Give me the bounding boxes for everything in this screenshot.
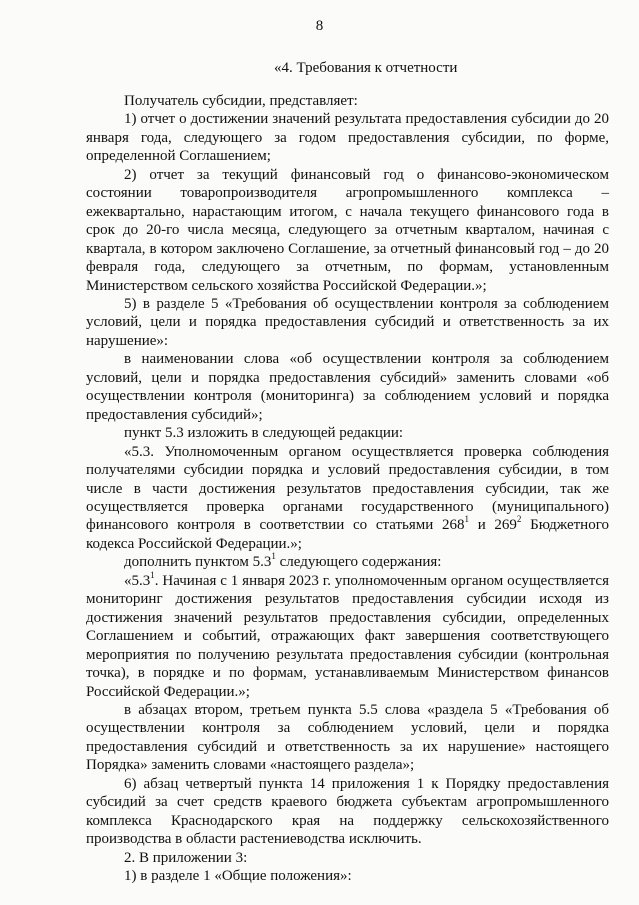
superscript: 1	[150, 569, 155, 580]
paragraph-item-1-report: 1) отчет о достижении значений результата предоставления субсидии до 20 января года, следующего за годом предоставления субсидии, по форме, определенной Соглашением;	[86, 111, 609, 165]
paragraph-clause-5-3: «5.3. Уполномоченным органом осуществляется проверка соблюдения получателями субсидии порядка и условий предоставления субсидии, в том числе в части достижения результатов предоставления субсидии, так же осуществляется проверка органами государственного (муниципального) финансового контроля в соответствии со статьями $268^1$ и $269^2$ Бюджетного кодекса Российской Федерации.»;	[86, 443, 609, 552]
superscript: 2	[516, 514, 522, 525]
paragraph-item-2-report: 2) отчет за текущий финансовый год о финансово-экономическом состоянии товаропроизводителя агропромышленного комплекса – ежеквартально, нарастающим итогом, с начала текущего финансового года в срок до 20-го числа месяца, следующего за отчетным кварталом, начиная с квартала, в котором заключено Соглашение, за отчетный финансовый год – до 20 февраля года, следующего за отчетным, по формам, установленным Министерством сельского хозяйства Российской Федерации.»;	[86, 166, 609, 294]
paragraph-item-6: 6) абзац четвертый пункта 14 приложения 1 к Порядку предоставления субсидий за счет средств краевого бюджета субъектам агропромышленного комплекса Краснодарского края на поддержку сельскохозяйственного производства в области растениеводства исключить.	[86, 775, 609, 848]
page-number: 8	[315, 18, 324, 34]
paragraph-recipient-submits: Получатель субсидии, представляет:	[124, 93, 358, 109]
paragraph-clause-5-5: в абзацах втором, третьем пункта 5.5 слова «раздела 5 «Требования об осуществлении контроля за соблюдением условий, цели и порядка предоставления субсидий и ответственность за их нарушение» настоящего Порядка» заменить словами «настоящего раздела»;	[86, 701, 609, 774]
section-heading: «4. Требования к отчетности	[274, 60, 458, 76]
superscript: 1	[271, 551, 276, 562]
paragraph-item-5-section: 5) в разделе 5 «Требования об осуществлении контроля за соблюдением условий, цели и порядка предоставления субсидий и ответственность за их нарушение»:	[86, 295, 609, 349]
superscript: 1	[464, 514, 469, 525]
paragraph-appendix-3: 2. В приложении 3:	[124, 849, 248, 866]
paragraph-clause-5-3-1: «$5.3^1$. Начиная с 1 января 2023 г. уполномоченным органом осуществляется мониторинг достижения результатов предоставления субсидии исходя из достижения значений результатов предоставления субсидии, определенных Соглашением и событий, отражающих факт завершения соответствующего мероприятия по получению результата предоставления субсидии (контрольная точка), в порядке и по формам, устанавливаемым Министерством финансов Российской Федерации.»;	[86, 569, 609, 700]
paragraph-add-clause-5-3-1: дополнить пунктом $5.3^1$ следующего содержания:	[124, 551, 442, 571]
paragraph-section-1: 1) в разделе 1 «Общие положения»:	[124, 868, 352, 885]
paragraph-clause-5-3-intro: пункт 5.3 изложить в следующей редакции:	[124, 425, 404, 442]
document-body	[86, 92, 609, 885]
paragraph-rename-section: в наименовании слова «об осуществлении контроля за соблюдением условий, цели и порядка предоставления субсидий» заменить словами «об осуществлении контроля (мониторинга) за соблюдением условий и порядка предоставления субсидий»;	[86, 351, 609, 423]
